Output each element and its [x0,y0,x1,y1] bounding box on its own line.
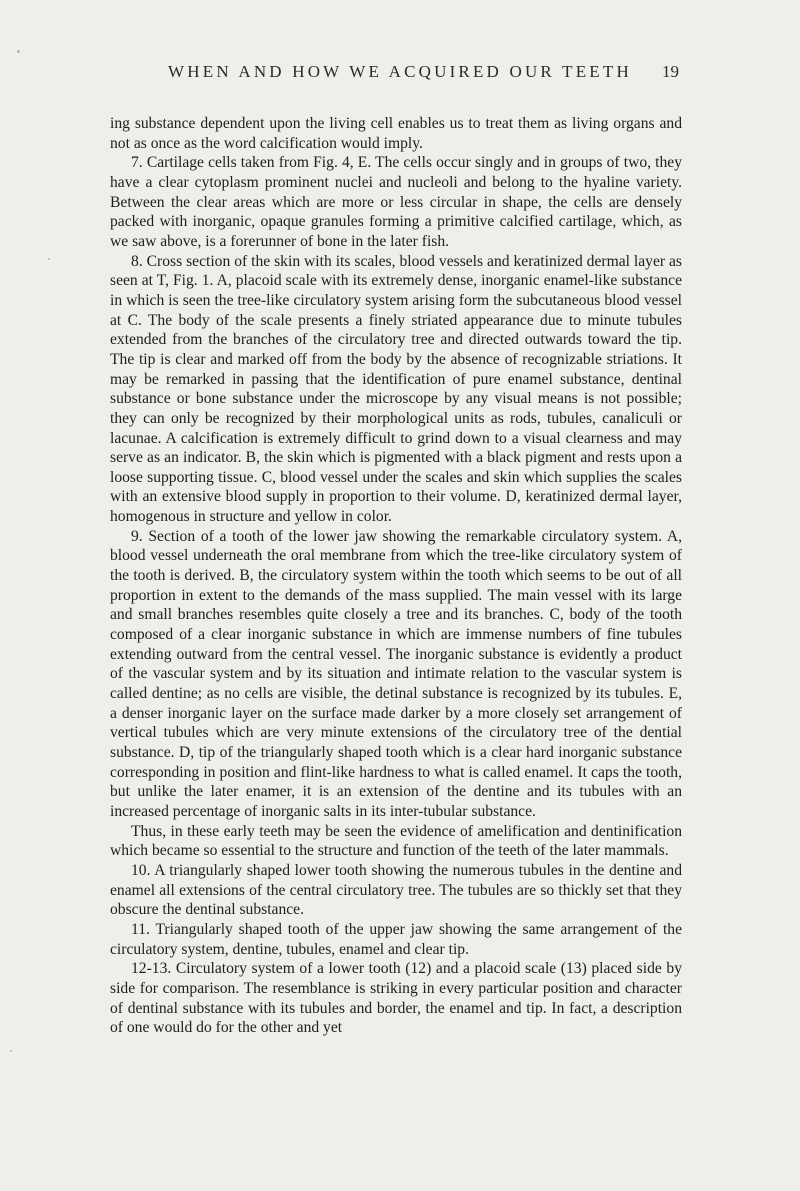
body-text [110,114,682,1038]
page-header [0,62,800,92]
paragraph-item-11: 11. Triangularly shaped tooth of the upper jaw showing the same arrangement of the circulatory system, dentine, tubules, enamel and clear tip. [110,920,682,958]
running-head: WHEN AND HOW WE ACQUIRED OUR TEETH [168,62,632,81]
paper-speck [10,1050,12,1052]
paragraph-summary: Thus, in these early teeth may be seen the evidence of amelification and dentinification which became so essential to the structure and function of the teeth of the later mammals. [110,822,682,860]
paper-speck [48,258,50,260]
page-number: 19 [662,62,679,81]
paragraph-item-9: 9. Section of a tooth of the lower jaw showing the remarkable circulatory system. A, blood vessel underneath the oral membrane from which the tree-like circulatory system of the tooth is derived. B, the circulatory system within the tooth which seems to be out of all proportion in extent to the demands of the mass supplied. The main vessel with its large and small branches resembles quite closely a tree and its branches. C, body of the tooth composed of a clear inorganic substance in which are immense numbers of fine tubules extending outward from the central vessel. The inorganic substance is evidently a product of the vascular system and by its situation and intimate relation to the vascular system is called dentine; as no cells are visible, the detinal substance is recognized by its tubules. E, a denser inorganic layer on the surface made darker by a more closely set arrangement of vertical tubules which are very minute extensions of the circulatory tree of the dential substance. D, tip of the triangularly shaped tooth which is a clear hard inorganic substance corresponding in position and flint-like hardness to what is called enamel. It caps the tooth, but unlike the later enamer, it is an extension of the dentine and its tubules with an increased percentage of inorganic salts in its inter-tubular substance. [110,527,682,820]
paragraph-item-8: 8. Cross section of the skin with its scales, blood vessels and keratinized dermal layer as seen at T, Fig. 1. A, placoid scale with its extremely dense, inorganic enamel-like substance in which is seen the tree-like circulatory system arising form the subcutaneous blood vessel at C. The body of the scale presents a finely striated appearance due to minute tubules extended from the branches of the circulatory tree and directed outwards toward the tip. The tip is clear and marked off from the body by the absence of recognizable striations. It may be remarked in passing that the identification of pure enamel substance, dentinal substance or bone substance under the microscope by any visual means is not possible; they can only be recognized by their morphological units as rods, tubules, canaliculi or lacunae. A calcification is extremely difficult to grind down to a visual clearness and may serve as an indicator. B, the skin which is pigmented with a black pigment and rests upon a loose supporting tissue. C, blood vessel under the scales and skin which supplies the scales with an extensive blood supply in proportion to their volume. D, keratinized dermal layer, homogenous in structure and yellow in color. [110,252,682,526]
paragraph-continuation: ing substance dependent upon the living cell enables us to treat them as living organs and not as once as the word calcification would imply. [110,115,682,152]
paragraph-item-12-13: 12-13. Circulatory system of a lower tooth (12) and a placoid scale (13) placed side by side for comparison. The resemblance is striking in every particular position and character of dentinal substance with its tubules and border, the enamel and tip. In fact, a description of one would do for the other and yet [110,960,682,1037]
paragraph-item-7: 7. Cartilage cells taken from Fig. 4, E. The cells occur singly and in groups of two, they have a clear cytoplasm prominent nuclei and nucleoli and belong to the hyaline variety. Between the clear areas which are more or less circular in shape, the cells are densely packed with inorganic, opaque granules forming a primitive calcified cartilage, which, as we saw above, is a forerunner of bone in the later fish. [110,154,682,250]
paragraph-item-10: 10. A triangularly shaped lower tooth showing the numerous tubules in the dentine and enamel all extensions of the central circulatory tree. The tubules are so thickly set that they obscure the dentinal substance. [110,861,682,919]
paper-speck [17,50,20,53]
